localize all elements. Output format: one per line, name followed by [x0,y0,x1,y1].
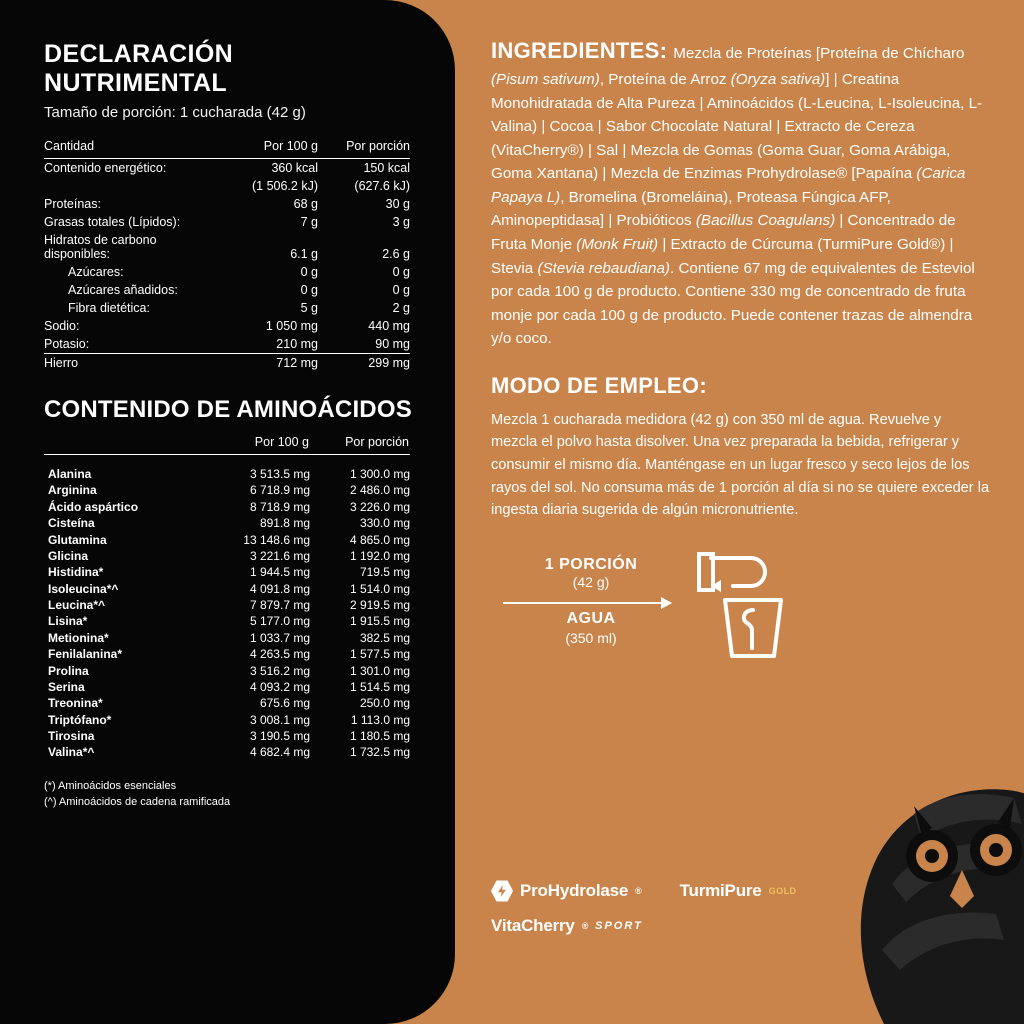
amino-perserving: 1 301.0 mg [349,663,410,678]
amino-per100: 3 008.1 mg [249,712,310,727]
ingredients-block [491,34,990,351]
amino-perserving: 3 226.0 mg [349,499,410,514]
amino-per100: 4 091.8 mg [249,581,310,596]
amino-perserving: 1 113.0 mg [350,712,410,727]
table-row [44,281,410,299]
table-row [44,177,410,195]
table-row [44,195,410,213]
footnote-essential: (*) Aminoácidos esenciales [44,779,177,792]
amino-name: Metionina* [48,630,109,645]
nutrient-per100: 0 g [300,265,318,279]
table-row [44,646,410,662]
nutrient-per100: 1 050 mg [265,319,318,333]
table-row [44,695,410,711]
amino-perserving: 1 180.5 mg [349,729,410,743]
table-row [44,499,410,515]
table-row [44,597,410,613]
nutrient-per100: 5 g [300,301,318,315]
turmipure-label: TurmiPure [679,881,762,900]
vitacherry-sup: ® [581,921,589,931]
amino-perserving: 4 865.0 mg [349,532,410,547]
amino-per100: 3 221.6 mg [249,548,310,563]
amino-name: Arginina [48,483,97,498]
table-row [44,455,410,483]
amino-per100: 13 148.6 mg [243,532,310,547]
nutrient-label: Azúcares añadidos: [68,283,178,297]
nutrient-perserving: 150 kcal [363,161,410,175]
table-row [44,662,410,678]
nutrient-perserving: 0 g [392,283,410,297]
amino-per100: 675.6 mg [259,696,310,711]
nutrient-per100: 360 kcal [271,161,318,175]
footnotes [44,779,421,811]
table-row [44,613,410,629]
nutrient-label: Contenido energético: [44,161,167,175]
nutrient-label: Hidratos de carbono disponibles: [44,233,157,261]
table-row [44,482,410,498]
amino-name: Fenilalanina* [48,647,123,662]
amino-per100: 8 718.9 mg [249,499,310,514]
nutrition-panel [0,0,455,1024]
amino-name: Cisteína [48,516,95,531]
col-per-100g: Por 100 g [226,137,318,159]
amino-name: Triptófano* [48,712,112,727]
table-header-row [44,137,410,159]
amino-name: Glutamina [48,532,107,547]
amino-per100: 1 944.5 mg [249,565,310,580]
table-row [44,630,410,646]
amino-name: Leucina*^ [48,598,106,612]
nutrient-label: Hierro [44,354,226,373]
amino-per100: 891.8 mg [259,516,310,531]
vitacherry-label [491,916,575,936]
table-row [44,317,410,335]
amino-name: Lisina* [48,614,88,629]
nutrient-perserving: 2 g [392,301,410,315]
nutrient-label [44,177,226,195]
amino-name: Valina*^ [48,745,95,760]
table-row [44,728,410,744]
table-row [44,263,410,281]
nutrient-per100: 68 g [293,197,318,211]
table-row [44,548,410,564]
table-header-row [44,434,410,455]
amino-per100: 6 718.9 mg [249,483,310,498]
nutrient-per100: 0 g [300,283,318,297]
nutrient-label: Grasas totales (Lípidos): [44,215,181,229]
nutrient-label: Sodio: [44,319,80,333]
amino-perserving: 719.5 mg [359,565,410,580]
prohydrolase-sup: ® [635,886,642,896]
vitacherry-tagline: SPORT [595,920,643,932]
amino-per100: 4 263.5 mg [249,647,310,662]
amino-name: Histidina* [48,565,104,580]
amino-per100: 4 093.2 mg [249,679,310,694]
table-row [44,231,410,263]
amino-perserving: 1 300.0 mg [349,467,410,481]
table-row [44,531,410,547]
nutrient-perserving: (627.6 kJ) [354,179,410,193]
table-row [44,299,410,317]
vitacherry-name: VitaCherry [491,916,575,935]
shaker-cup-icon [691,550,811,660]
water-value: (350 ml) [565,629,617,646]
serving-size: Tamaño de porción: 1 cucharada (42 g) [44,104,306,121]
amino-name: Treonina* [48,696,103,711]
nutrient-perserving: 30 g [385,197,410,211]
nutrient-perserving: 2.6 g [382,247,410,261]
table-row [44,744,410,760]
usage-heading: MODO DE EMPLEO: [491,372,707,398]
amino-per100: 3 513.5 mg [249,467,310,481]
amino-title: CONTENIDO DE AMINOÁCIDOS [44,396,412,423]
nutrient-per100: 210 mg [276,337,318,351]
table-row [44,515,410,531]
amino-name: Glicina [48,548,89,563]
amino-perserving: 1 514.5 mg [349,679,410,694]
col-amino-per100: Por 100 g [208,434,310,455]
amino-perserving: 2 919.5 mg [349,598,410,612]
amino-name: Serina [48,679,85,694]
col-amino-perserving: Por porción [310,434,410,455]
amino-perserving: 2 486.0 mg [349,483,410,498]
amino-per100: 7 879.7 mg [249,598,310,612]
amino-per100: 4 682.4 mg [249,745,310,760]
nutrition-table [44,137,410,372]
nutrient-perserving: 299 mg [318,354,410,373]
prohydrolase-logo [491,880,642,902]
nutrient-label: Proteínas: [44,197,101,211]
owl-artwork [764,694,1024,1024]
table-row [44,354,410,373]
amino-perserving: 382.5 mg [359,630,410,645]
table-row [44,564,410,580]
usage-diagram [491,556,990,676]
amino-name: Prolina [48,663,89,678]
col-amino-name [44,434,208,455]
nutrient-label: Azúcares: [68,265,124,279]
amino-per100: 1 033.7 mg [249,630,310,645]
nutrient-perserving: 90 mg [375,337,410,351]
table-row [44,711,410,727]
mix-icons [691,550,811,665]
nutrient-per100: (1 506.2 kJ) [251,179,318,193]
amino-name: Ácido aspártico [48,499,139,514]
amino-per100: 5 177.0 mg [249,614,310,629]
amino-per100: 3 516.2 mg [249,663,310,678]
amino-perserving: 250.0 mg [359,696,410,711]
nutrition-title: DECLARACIÓN NUTRIMENTAL [44,40,234,97]
col-per-serving: Por porción [318,137,410,159]
amino-perserving: 1 915.5 mg [349,614,410,629]
nutrient-per100: 7 g [300,215,318,229]
nutrient-per100: 712 mg [226,354,318,373]
ingredients-panel [455,0,1024,1024]
nutrient-perserving: 0 g [392,265,410,279]
portion-label: 1 PORCIÓN [544,555,638,573]
table-row [44,580,410,596]
nutrient-perserving: 3 g [392,215,410,229]
amino-name: Alanina [48,467,92,481]
water-label: AGUA [566,609,616,627]
hex-bolt-icon [491,880,513,902]
amino-table [44,434,410,761]
ingredients-text: Mezcla de Proteínas [Proteína de Chícharo (Pisum sativum), Proteína de Arroz (Oryza sativa)] | Creatina Monohidratada de Alta Pureza | Aminoácidos (L-Leucina, L-Isoleucina, L-Valina) | Cocoa | Sabor Chocolate Natural | Extracto de Cereza (VitaCherry®) | Sal | Mezcla de Gomas (Goma Guar, Goma Arábiga, Goma Xantana) | Mezcla de Enzimas Prohydrolase® [Papaína (Carica Papaya L), Bromelina (Bromeláina), Proteasa Fúngica AFP, Aminopeptidasa] | Probióticos (Bacillus Coagulans) | Concentrado de Fruta Monje (Monk Fruit) | Extracto de Cúrcuma (TurmiPure Gold®) | Stevia (Stevia rebaudiana). Contiene 67 mg de equivalentes de Esteviol por cada 100 g de producto. Contiene 330 mg de concentrado de fruta monje por cada 100 g de producto. Puede contener trazas de almendra y/o coco. [491,45,983,348]
nutrient-label: Potasio: [44,337,90,351]
amino-perserving: 1 732.5 mg [349,745,410,760]
table-row [44,679,410,695]
col-amount: Cantidad [44,137,226,159]
amino-perserving: 1 577.5 mg [349,647,410,662]
nutrient-perserving: 440 mg [368,319,410,333]
usage-text: Mezcla 1 cucharada medidora (42 g) con 350 ml de agua. Revuelve y mezcla el polvo hasta disolver. Una vez preparada la bebida, refrigerar y consumir el mismo día. Manténgase en un lugar fresco y seco lejos de los rayos del sol. No consuma más de 1 porción al día si no se quiere exceder la ingesta diaria sugerida de algún micronutriente. [491,411,990,519]
nutrient-label: Fibra dietética: [68,301,150,315]
amino-name: Isoleucina*^ [48,581,119,596]
vitacherry-logo [491,916,643,936]
turmipure-sup: GOLD [768,886,797,896]
arrow-icon [503,602,671,604]
footnote-bcaa: (^) Aminoácidos de cadena ramificada [44,795,231,808]
amino-per100: 3 190.5 mg [249,729,310,743]
portion-labels [501,556,681,590]
amino-perserving: 1 192.0 mg [349,548,410,563]
ingredients-heading: INGREDIENTES: [491,38,668,63]
table-row [44,335,410,354]
nutrient-per100: 6.1 g [290,247,318,261]
amino-perserving: 1 514.0 mg [349,581,410,596]
table-row [44,213,410,231]
table-row [44,159,410,178]
amino-perserving: 330.0 mg [359,516,410,531]
amino-name: Tirosina [48,729,95,743]
portion-value: (42 g) [572,573,610,590]
prohydrolase-label: ProHydrolase [520,881,629,900]
